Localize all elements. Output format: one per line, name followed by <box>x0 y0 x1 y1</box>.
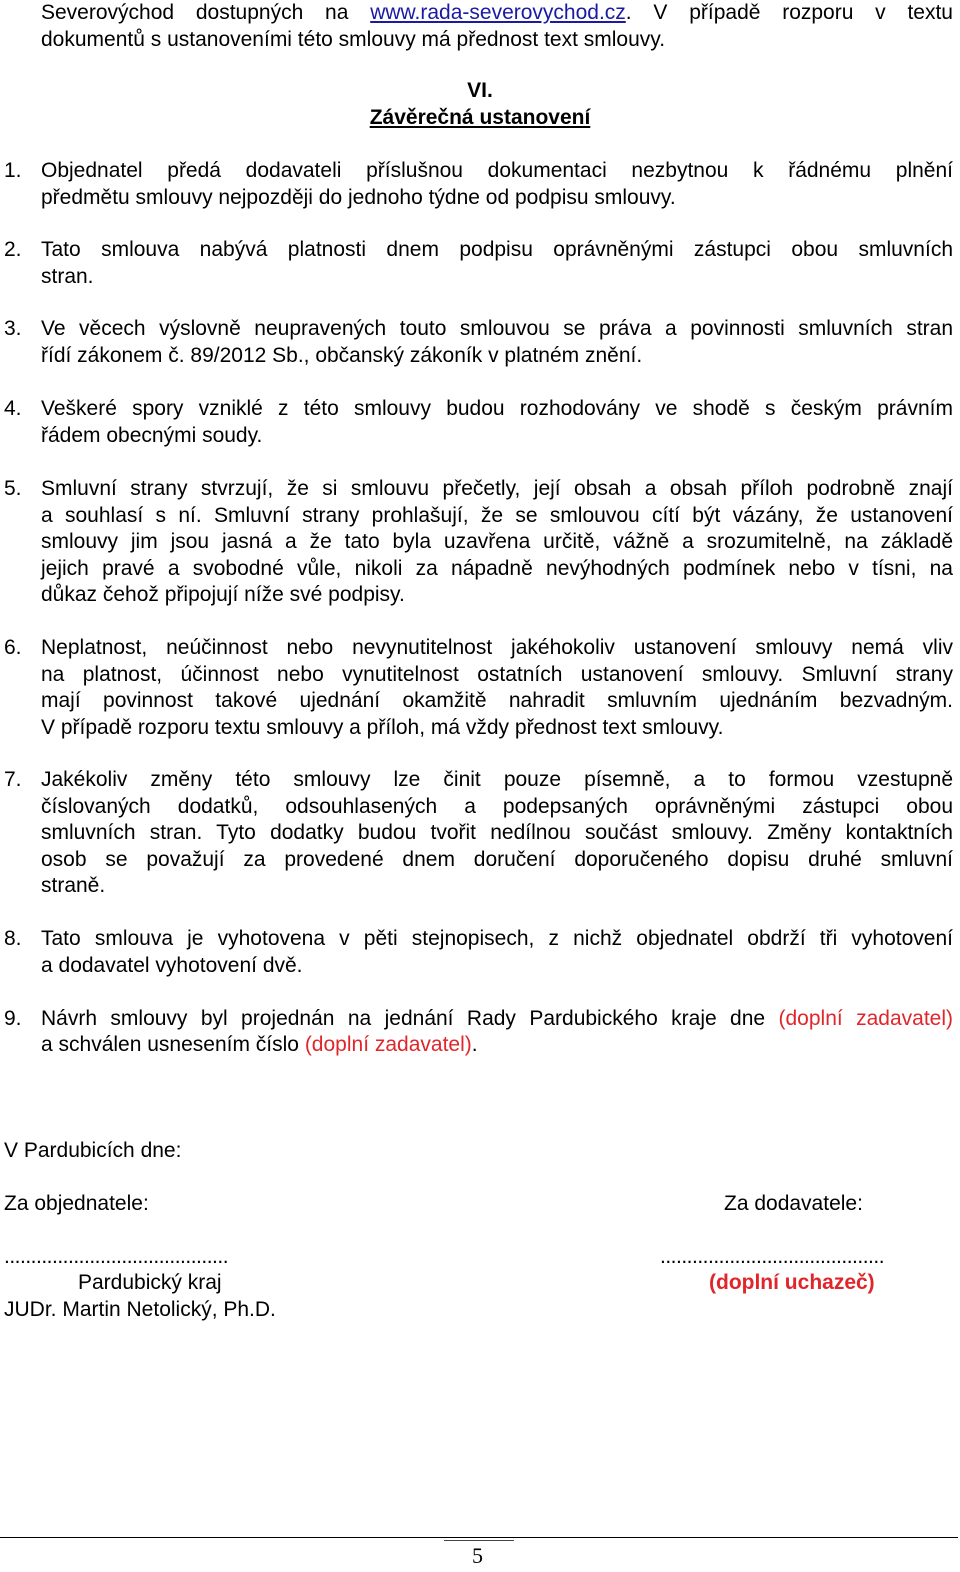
item-line: Smluvní strany stvrzují, že si smlouvu přečetly, její obsah a obsah příloh podrobně znají <box>41 477 953 500</box>
supplier-signature-line: .......................................... <box>660 1245 885 1268</box>
section-title-text: Závěrečná ustanovení <box>369 106 591 129</box>
item-number: 1. <box>4 159 22 182</box>
item-9-line-1 <box>41 1006 953 1032</box>
item-line: řádem obecnými soudy. <box>41 424 263 447</box>
item-line: smlouvy jim jsou jasná a že tato byla uzavřena určitě, vážně a srozumitelně, na základě <box>41 530 953 553</box>
item-line: smluvních stran. Tyto dodatky budou tvořit nedílnou součást smlouvy. Změny kontaktních <box>41 821 953 844</box>
item-number: 4. <box>4 397 22 420</box>
item-line: předmětu smlouvy nejpozději do jednoho týdne od podpisu smlouvy. <box>41 186 676 209</box>
intro-text-a: Severovýchod dostupných na <box>41 1 349 24</box>
item-9-number: 9. <box>4 1007 22 1030</box>
item-line: osob se považují za provedené dnem doručení doporučeného dopisu druhé smluvní <box>41 848 953 871</box>
item-number: 2. <box>4 238 22 261</box>
item-line: Jakékoliv změny této smlouvy lze činit pouze písemně, a to formou vzestupně <box>41 768 953 791</box>
item-9-line-2 <box>41 1032 478 1058</box>
item-line: Ve věcech výslovně neupravených touto smlouvou se práva a povinnosti smluvních stran <box>41 317 953 340</box>
page-number: 5 <box>472 1543 483 1568</box>
client-signature-line: .......................................... <box>4 1245 229 1268</box>
intro-line-1 <box>41 0 953 26</box>
item-number: 8. <box>4 927 22 950</box>
item-line: důkaz čehož připojují níže své podpisy. <box>41 583 405 606</box>
item-9-placeholder-resolution: (doplní zadavatel) <box>304 1033 472 1056</box>
item-line: Veškeré spory vzniklé z této smlouvy budou rozhodovány ve shodě s českým právním <box>41 397 953 420</box>
item-number: 6. <box>4 636 22 659</box>
item-line: číslovaných dodatků, odsouhlasených a podepsaných oprávněnými zástupci obou <box>41 795 953 818</box>
item-line: a souhlasí s ní. Smluvní strany prohlašují, že se smlouvou cítí být vázány, že ustanovení <box>41 504 953 527</box>
item-line: jejich pravé a svobodné vůle, nikoli za nápadně nevýhodných podmínek nebo v tísni, na <box>41 557 953 580</box>
supplier-placeholder: (doplní uchazeč) <box>709 1271 875 1294</box>
item-line: Objednatel předá dodavateli příslušnou dokumentaci nezbytnou k řádnému plnění <box>41 159 953 182</box>
intro-text-b: . V případě rozporu v textu <box>625 1 953 24</box>
item-9-placeholder-date: (doplní zadavatel) <box>778 1007 953 1030</box>
council-website-link[interactable]: www.rada-severovychod.cz <box>370 1 626 24</box>
intro-line-2: dokumentů s ustanoveními této smlouvy má přednost text smlouvy. <box>41 28 666 51</box>
item-number: 5. <box>4 477 22 500</box>
section-title <box>0 105 960 131</box>
item-line: Tato smlouva je vyhotovena v pěti stejnopisech, z nichž objednatel obdrží tři vyhotovení <box>41 927 953 950</box>
item-line: Tato smlouva nabývá platnosti dnem podpisu oprávněnými zástupci obou smluvních <box>41 238 953 261</box>
item-9-text-2: a schválen usnesením číslo <box>41 1033 299 1056</box>
item-line: V případě rozporu textu smlouvy a příloh, má vždy přednost text smlouvy. <box>41 716 724 739</box>
item-line: řídí zákonem č. 89/2012 Sb., občanský zákoník v platném znění. <box>41 344 643 367</box>
item-number: 7. <box>4 768 22 791</box>
client-organization: Pardubický kraj <box>78 1271 222 1294</box>
item-line: straně. <box>41 874 106 897</box>
page-number-rule <box>444 1540 514 1541</box>
place-date: V Pardubicích dne: <box>4 1139 182 1162</box>
client-representative: JUDr. Martin Netolický, Ph.D. <box>4 1298 276 1321</box>
item-9-period: . <box>471 1033 478 1056</box>
item-line: na platnost, účinnost nebo vynutitelnost ostatních ustanovení smlouvy. Smluvní strany <box>41 663 953 686</box>
section-number: VI. <box>467 79 493 102</box>
client-label: Za objednatele: <box>4 1192 149 1215</box>
supplier-label: Za dodavatele: <box>724 1192 863 1215</box>
footer-rule <box>0 1537 958 1538</box>
item-line: stran. <box>41 265 94 288</box>
item-9-text: Návrh smlouvy byl projednán na jednání Rady Pardubického kraje dne <box>41 1007 766 1030</box>
item-line: a dodavatel vyhotovení dvě. <box>41 954 303 977</box>
item-line: mají povinnost takové ujednání okamžitě nahradit smluvním ujednáním bezvadným. <box>41 689 953 712</box>
item-line: Neplatnost, neúčinnost nebo nevynutitelnost jakéhokoliv ustanovení smlouvy nemá vliv <box>41 636 953 659</box>
item-number: 3. <box>4 317 22 340</box>
